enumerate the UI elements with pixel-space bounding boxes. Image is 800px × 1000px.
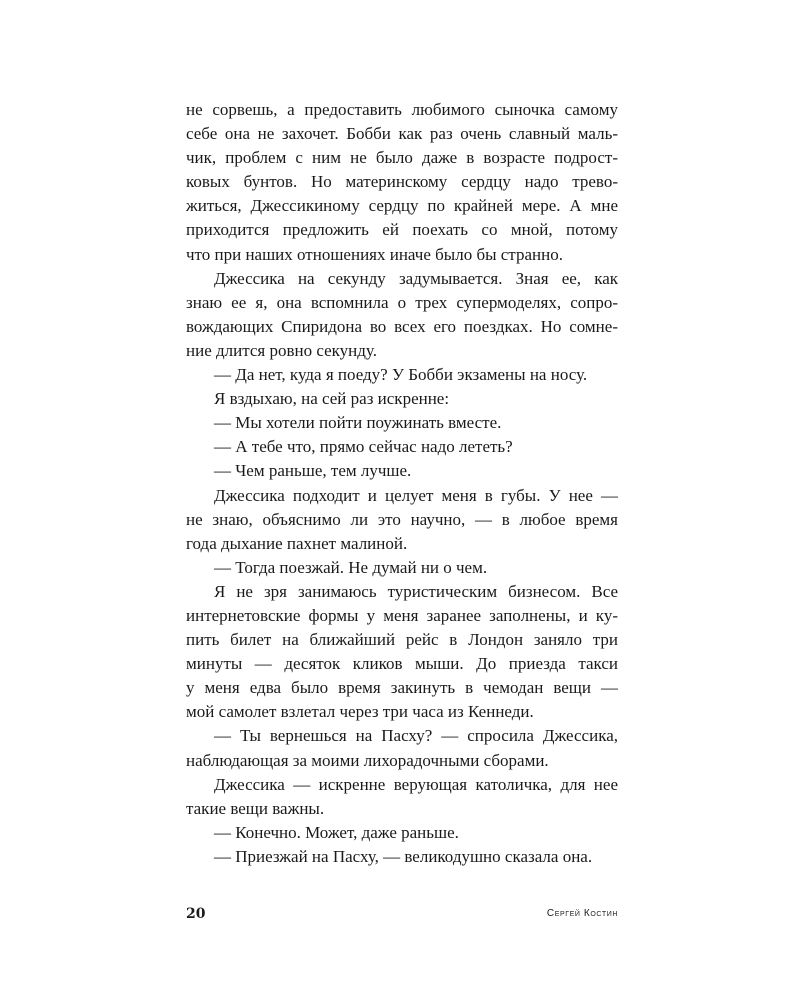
text-line: приходится предложить ей поехать со мной, потому bbox=[186, 220, 618, 240]
text-line: — Да нет, куда я поеду? У Бобби экзамены на носу. bbox=[214, 365, 588, 385]
text-line: вождающих Спиридона во всех его поездках. Но сомне- bbox=[186, 316, 618, 336]
text-line: — Мы хотели пойти поужинать вместе. bbox=[214, 413, 502, 433]
text-line: чик, проблем с ним не было даже в возрасте подрост- bbox=[186, 148, 618, 168]
text-line: такие вещи важны. bbox=[186, 798, 325, 818]
text-line: Джессика — искренне верующая католичка, для нее bbox=[214, 774, 618, 794]
text-line: минуты — десяток кликов мыши. До приезда такси bbox=[186, 654, 618, 674]
text-line: ние длится ровно секунду. bbox=[186, 340, 377, 360]
text-line: — Ты вернешься на Пасху? — спросила Джессика, bbox=[214, 726, 618, 746]
text-line: — А тебе что, прямо сейчас надо лететь? bbox=[214, 437, 513, 457]
text-line: ковых бунтов. Но материнскому сердцу надо трево- bbox=[186, 172, 618, 192]
text-line: пить билет на ближайший рейс в Лондон заняло три bbox=[186, 630, 618, 650]
text-line: знаю ее я, она вспомнила о трех супермоделях, сопро- bbox=[186, 292, 618, 312]
book-text bbox=[186, 98, 618, 869]
text-line: мой самолет взлетал через три часа из Кеннеди. bbox=[186, 702, 534, 722]
text-line: себе она не захочет. Бобби как раз очень славный маль- bbox=[186, 124, 618, 144]
text-line: Я вздыхаю, на сей раз искренне: bbox=[214, 389, 450, 409]
text-line: не знаю, объяснимо ли это научно, — в любое время bbox=[186, 509, 618, 529]
text-line: Я не зря занимаюсь туристическим бизнесом. Все bbox=[214, 581, 618, 601]
text-line: — Тогда поезжай. Не думай ни о чем. bbox=[214, 557, 488, 577]
text-line: Джессика подходит и целует меня в губы. У нее — bbox=[214, 485, 618, 505]
text-line: что при наших отношениях иначе было бы странно. bbox=[186, 244, 563, 264]
text-line: наблюдающая за моими лихорадочными сборами. bbox=[186, 750, 549, 770]
text-line: — Приезжай на Пасху, — великодушно сказала она. bbox=[214, 846, 593, 866]
running-header-author: Сергей Костин bbox=[546, 908, 618, 919]
page-footer bbox=[186, 906, 618, 922]
text-line: интернетовские формы у меня заранее заполнены, и ку- bbox=[186, 605, 618, 625]
text-line: года дыхание пахнет малиной. bbox=[186, 533, 408, 553]
text-line: у меня едва было время закинуть в чемодан вещи — bbox=[186, 678, 618, 698]
page-number: 20 bbox=[186, 906, 206, 922]
text-line: житься, Джессикиному сердцу по крайней мере. А мне bbox=[186, 196, 618, 216]
text-line: — Конечно. Может, даже раньше. bbox=[214, 822, 459, 842]
text-line: Джессика на секунду задумывается. Зная ее, как bbox=[214, 268, 618, 288]
text-line: не сорвешь, а предоставить любимого сыночка самому bbox=[186, 100, 618, 119]
text-line: — Чем раньше, тем лучше. bbox=[214, 461, 412, 481]
